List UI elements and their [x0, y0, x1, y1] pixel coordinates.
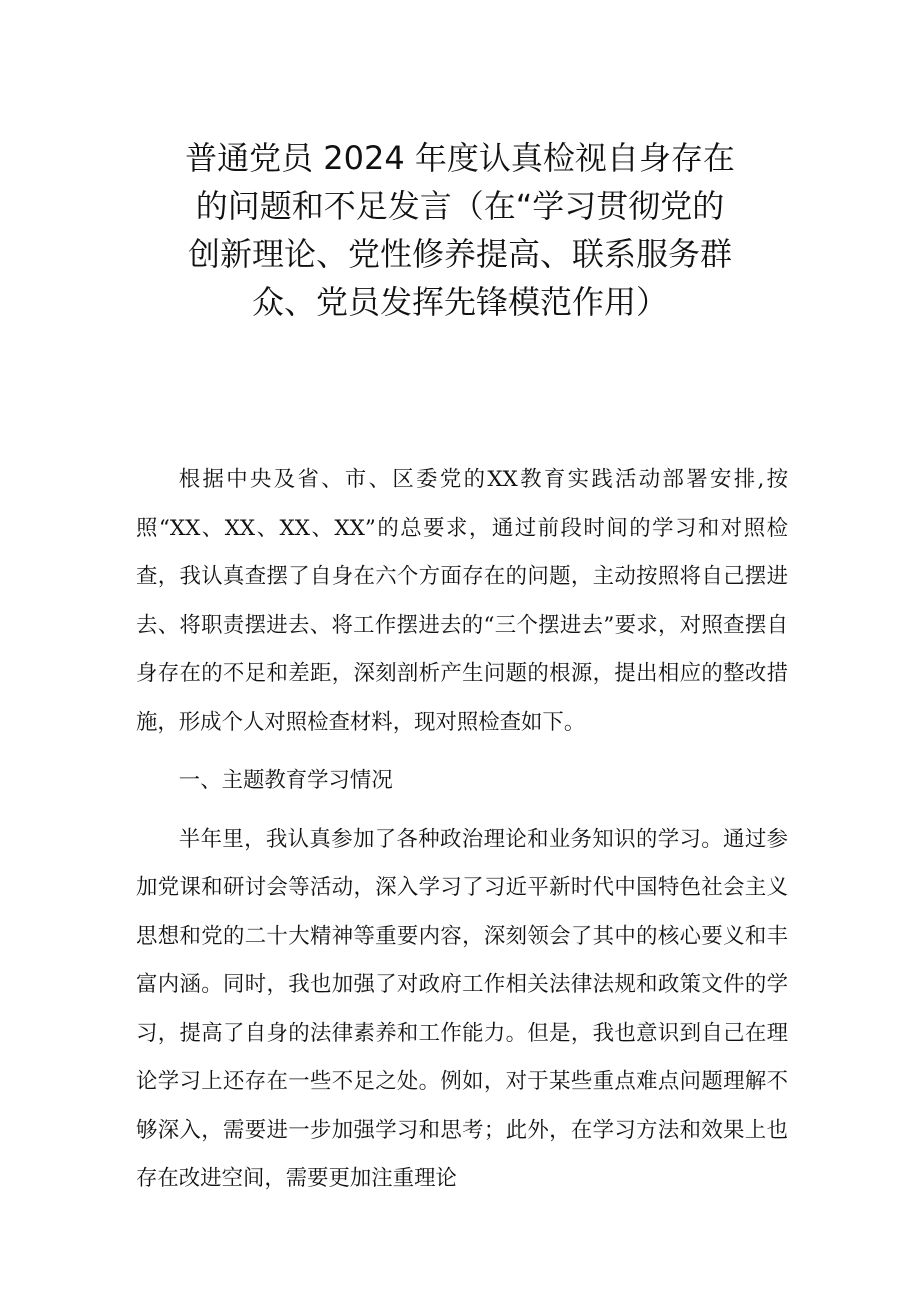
document-body — [136, 456, 788, 1204]
title-line-2: 的问题和不足发言（在“学习贯彻党的 — [195, 187, 725, 225]
title-line-4: 众、党员发挥先锋模范作用） — [251, 283, 668, 321]
title-line-3: 创新理论、党性修养提高、联系服务群 — [187, 235, 732, 273]
intro-paragraph: 根据中央及省、市、区委党的XX教育实践活动部署安排,按照“XX、XX、XX、XX”的总要求，通过前段时间的学习和对照检查，我认真查摆了自身在六个方面存在的问题，主动按照将自己摆进去、将职责摆进去、将工作摆进去的“三个摆进去”要求，对照查摆自身存在的不足和差距，深刻剖析产生问题的根源，提出相应的整改措施，形成个人对照检查材料，现对照检查如下。 — [136, 467, 788, 735]
document-title — [135, 134, 785, 326]
section-heading-1: 一、主题教育学习情况 — [178, 768, 393, 793]
section-1-paragraph: 半年里，我认真参加了各种政治理论和业务知识的学习。通过参加党课和研讨会等活动，深入学习了习近平新时代中国特色社会主义思想和党的二十大精神等重要内容，深刻领会了其中的核心要义和丰富内涵。同时，我也加强了对政府工作相关法律法规和政策文件的学习，提高了自身的法律素养和工作能力。但是，我也意识到自己在理论学习上还存在一些不足之处。例如，对于某些重点难点问题理解不够深入，需要进一步加强学习和思考；此外，在学习方法和效果上也存在改进空间，需要更加注重理论 — [136, 826, 788, 1191]
title-line-1: 普通党员 2024 年度认真检视自身存在 — [185, 139, 735, 177]
